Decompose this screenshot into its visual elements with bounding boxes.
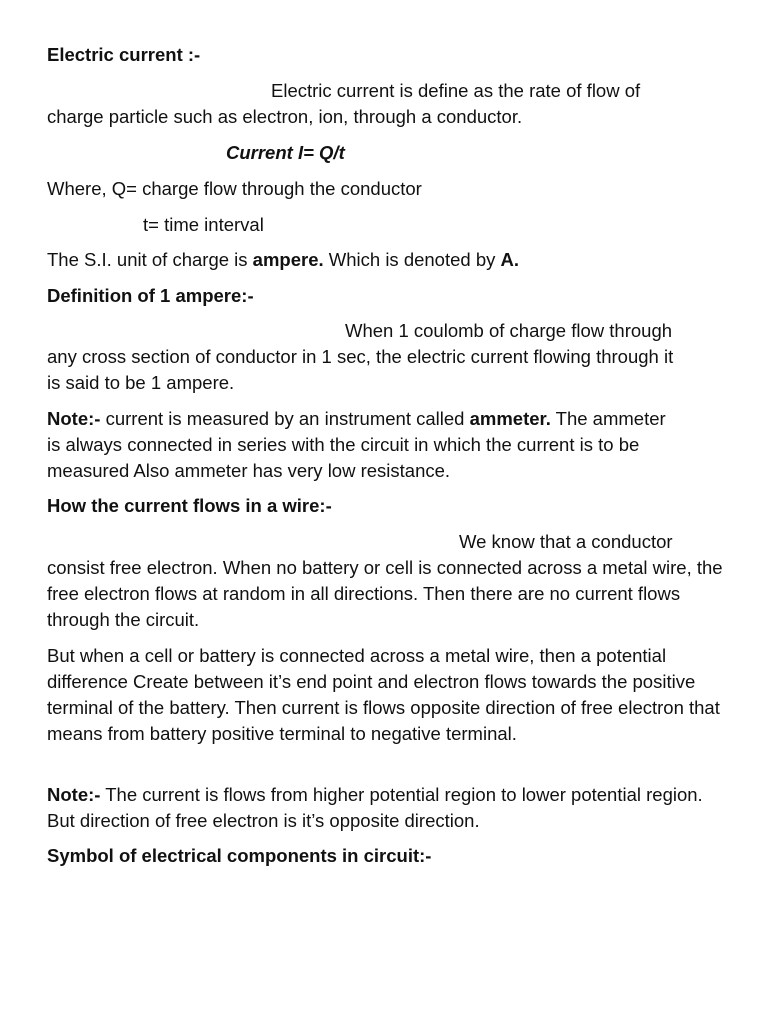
si-unit-line: The S.I. unit of charge is ampere. Which is denoted by A. [47, 249, 520, 270]
note-ammeter: Note:- current is measured by an instrument called ammeter. The ammeter is always connected in series with the circuit in which the current is to be measured Also ammeter has very low resistance. [47, 408, 666, 481]
flow-paragraph: consist free electron. When no battery or cell is connected across a metal wire, the free electron flows at random in all directions. Then there are no current flows through the circuit. [47, 557, 723, 630]
battery-paragraph: But when a cell or battery is connected across a metal wire, then a potential difference Create between it’s end point and electron flows towards the positive terminal of the battery. Then current is flows opposite direction of free electron that means from battery positive terminal to negative terminal. [47, 645, 720, 744]
ampere-line-1: When 1 coulomb of charge flow through [345, 320, 673, 341]
where-line: Where, Q= charge flow through the conductor [47, 178, 422, 199]
heading-definition-ampere: Definition of 1 ampere:- [47, 285, 254, 306]
time-interval-line: t= time interval [143, 214, 264, 235]
heading-symbols: Symbol of electrical components in circuit:- [47, 845, 432, 866]
ampere-paragraph: any cross section of conductor in 1 sec, the electric current flowing through it is said to be 1 ampere. [47, 346, 674, 393]
note-direction: Note:- The current is flows from higher potential region to lower potential region. But direction of free electron is it’s opposite direction. [47, 784, 703, 831]
heading-electric-current: Electric current :- [47, 44, 201, 65]
heading-current-flow: How the current flows in a wire:- [47, 495, 332, 516]
formula: Current I= Q/t [226, 142, 345, 163]
definition-line-1: Electric current is define as the rate of flow of [271, 80, 641, 101]
flow-line-1: We know that a conductor [459, 531, 673, 552]
definition-line-2: charge particle such as electron, ion, through a conductor. [47, 106, 523, 127]
